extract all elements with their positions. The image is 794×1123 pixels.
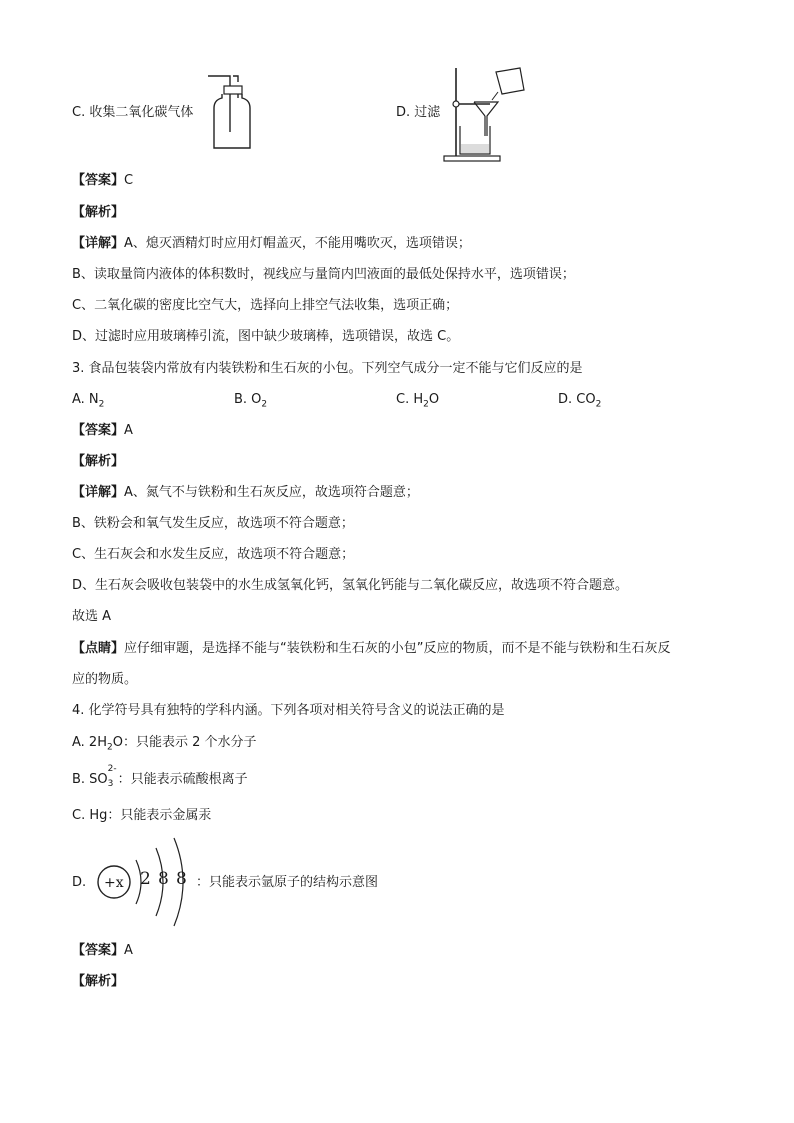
- q2-detail-line: D、过滤时应用玻璃棒引流，图中缺少玻璃棒，选项错误，故选 C。: [72, 329, 460, 344]
- q2-detail-line: C、二氧化碳的密度比空气大，选择向上排空气法收集，选项正确；: [72, 298, 459, 313]
- q4-analysis-tag: 【解析】: [72, 974, 125, 989]
- q3-detail-line: C、生石灰会和水发生反应，故选项不符合题意；: [72, 547, 355, 562]
- q3-detail-line: B、铁粉会和氧气发生反应，故选项不符合题意；: [72, 516, 354, 531]
- filtration-setup-icon: [440, 64, 530, 162]
- q4-option-b: B. SO 2- 3 ：只能表示硫酸根离子: [72, 764, 248, 789]
- q4-option-d-text: ：只能表示氩原子的结构示意图: [196, 875, 379, 890]
- q3-option-b: B. $O_2$: [234, 392, 268, 410]
- q3-tip-line: 应仔细审题，是选择不能与“装铁粉和生石灰的小包”反应的物质，而不是不能与铁粉和生石灰反: [124, 641, 671, 656]
- q4-answer-tag: 【答案】: [72, 943, 125, 958]
- q3-option-c: C. $H_2O$: [396, 392, 440, 410]
- atom-shell-3: 8: [176, 869, 187, 889]
- q3-tip-line: 应的物质。: [72, 672, 138, 687]
- q3-analysis-tag: 【解析】: [72, 454, 125, 469]
- q2-answer-value: C: [124, 173, 134, 188]
- q2-option-d-label: D. 过滤: [396, 105, 441, 120]
- q3-answer-tag: 【答案】: [72, 423, 125, 438]
- q2-detail-tag: 【详解】: [72, 236, 125, 251]
- q4-option-c: C. Hg：只能表示金属汞: [72, 808, 212, 823]
- q2-answer-tag: 【答案】: [72, 173, 125, 188]
- q4-option-a: A. $2H_2O$：只能表示 2 个水分子: [72, 735, 257, 753]
- q3-option-a: A. $N_2$: [72, 392, 105, 410]
- q2-analysis-tag: 【解析】: [72, 205, 125, 220]
- gas-collection-bottle-icon: [200, 72, 260, 152]
- atom-shell-2: 8: [158, 869, 169, 889]
- q2-option-c-label: C. 收集二氧化碳气体: [72, 105, 194, 120]
- atom-shell-1: 2: [140, 869, 151, 889]
- q4-option-d-label: D.: [72, 875, 87, 890]
- q3-tip-tag: 【点睛】: [72, 641, 125, 656]
- q3-detail-line: D、生石灰会吸收包装袋中的水生成氢氧化钙，氢氧化钙能与二氧化碳反应，故选项不符合题意。: [72, 578, 629, 593]
- q4-answer-value: A: [124, 943, 133, 958]
- q3-answer-value: A: [124, 423, 133, 438]
- atom-nucleus-charge: +x: [104, 875, 124, 891]
- q3-detail-line: 故选 A: [72, 609, 112, 624]
- q3-detail-line: A、氮气不与铁粉和生石灰反应，故选项符合题意；: [124, 485, 419, 500]
- q4-stem: 4. 化学符号具有独特的学科内涵。下列各项对相关符号含义的说法正确的是: [72, 703, 505, 718]
- q3-stem: 3. 食品包装袋内常放有内装铁粉和生石灰的小包。下列空气成分一定不能与它们反应的是: [72, 361, 583, 376]
- q2-detail-line: B、读取量筒内液体的体积数时，视线应与量筒内凹液面的最低处保持水平，选项错误；: [72, 267, 575, 282]
- q3-detail-tag: 【详解】: [72, 485, 125, 500]
- q2-detail-line: A、熄灭酒精灯时应用灯帽盖灭，不能用嘴吹灭，选项错误；: [124, 236, 471, 251]
- q3-option-d: D. $CO_2$: [558, 392, 602, 410]
